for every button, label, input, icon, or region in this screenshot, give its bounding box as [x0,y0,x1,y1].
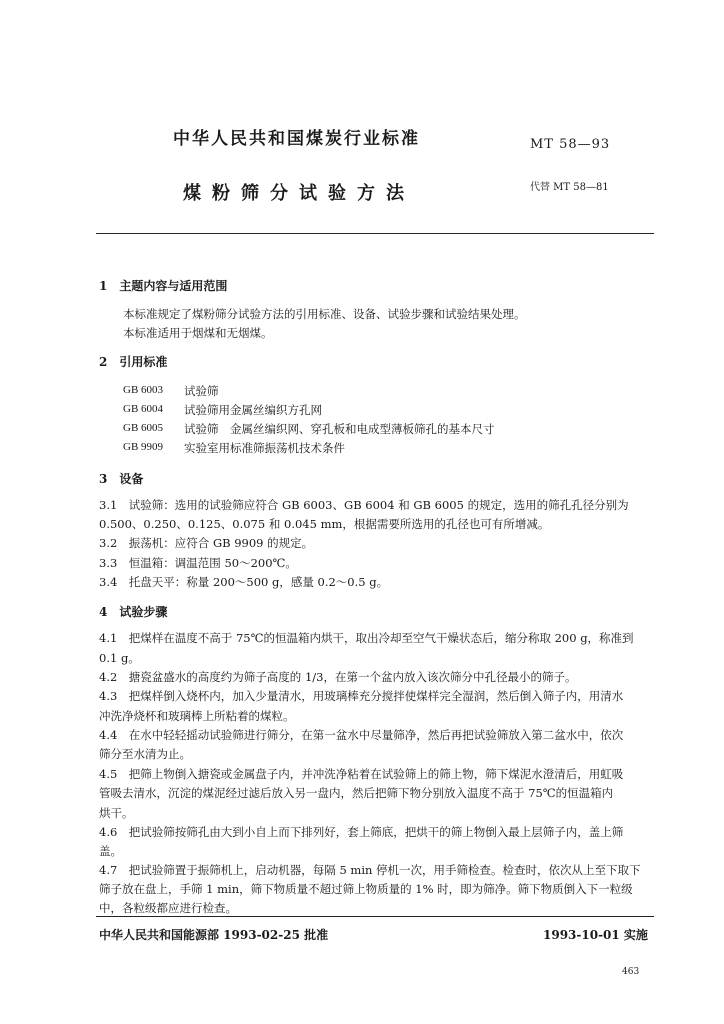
clause-3-1: 3.1 试验筛：选用的试验筛应符合 GB 6003、GB 6004 和 GB 6005 的规定，选用的筛孔孔径分别为 [99,498,629,512]
section-4-heading: 4 试验步骤 [99,605,168,619]
header-divider [96,233,654,234]
section-1-paragraph-2: 本标准适用于烟煤和无烟煤。 [123,326,273,340]
reference-title: 试验筛 金属丝编织网、穿孔板和电成型薄板筛孔的基本尺寸 [184,422,495,436]
clause-4-3: 4.3 把煤样倒入烧杯内，加入少量清水，用玻璃棒充分搅拌使煤样完全湿润，然后倒入筛子内，用清水 [99,689,624,703]
reference-title: 试验筛用金属丝编织方孔网 [184,403,322,417]
clause-3-2: 3.2 振荡机：应符合 GB 9909 的规定。 [99,536,314,550]
clause-3-1-continued: 0.500、0.250、0.125、0.075 和 0.045 mm，根据需要所选用的孔径也可有所增减。 [99,517,550,531]
clause-4-5-end: 烘干。 [99,806,134,820]
clause-4-7-end: 中，各粒级都应进行检查。 [99,901,237,915]
section-2-heading: 2 引用标准 [99,355,168,369]
replaces-note: 代替 MT 58—81 [530,182,609,193]
clause-3-4: 3.4 托盘天平：称量 200～500 g，感量 0.2～0.5 g。 [99,575,389,589]
approval-line: 中华人民共和国能源部 1993-02-25 批准 [99,928,329,942]
clause-4-2: 4.2 搪瓷盆盛水的高度约为筛子高度的 1/3，在第一个盆内放入该次筛分中孔径最小的筛子。 [99,670,577,684]
reference-code: GB 6004 [123,403,164,415]
effective-date: 1993-10-01 实施 [543,928,648,942]
clause-4-1: 4.1 把煤样在温度不高于 75℃的恒温箱内烘干，取出冷却至空气干燥状态后，缩分称取 200 g，称准到 [99,631,634,645]
clause-3-3: 3.3 恒温箱：调温范围 50～200℃。 [99,556,297,570]
document-title: 煤粉筛分试验方法 [183,183,415,204]
clause-4-4: 4.4 在水中轻轻摇动试验筛进行筛分，在第一盆水中尽量筛净，然后再把试验筛放入第二盆水中，依次 [99,728,624,742]
reference-title: 试验筛 [184,384,219,398]
section-3-heading: 3 设备 [99,472,144,486]
standard-code: MT 58—93 [530,137,611,152]
clause-4-5-continued: 管吸去清水，沉淀的煤泥经过滤后放入另一盘内，然后把筛下物分别放入温度不高于 75℃的恒温箱内 [99,786,614,800]
clause-4-6-continued: 盖。 [99,844,122,858]
clause-4-4-continued: 筛分至水清为止。 [99,747,191,761]
section-1-heading: 1 主题内容与适用范围 [99,279,228,293]
clause-4-6: 4.6 把试验筛按筛孔由大到小自上而下排列好，套上筛底，把烘干的筛上物倒入最上层筛子内，盖上筛 [99,825,624,839]
section-1-paragraph-1: 本标准规定了煤粉筛分试验方法的引用标准、设备、试验步骤和试验结果处理。 [123,307,526,321]
clause-4-3-continued: 冲洗净烧杯和玻璃棒上所粘着的煤粒。 [99,709,295,723]
clause-4-5: 4.5 把筛上物倒入搪瓷或金属盘子内，并冲洗净粘着在试验筛上的筛上物，筛下煤泥水澄清后，用虹吸 [99,767,624,781]
reference-code: GB 6005 [123,422,164,434]
reference-code: GB 6003 [123,384,164,396]
clause-4-7: 4.7 把试验筛置于振筛机上，启动机器，每隔 5 min 停机一次，用手筛检查。检查时，依次从上至下取下 [99,863,641,877]
reference-code: GB 9909 [123,441,164,453]
reference-title: 实验室用标准筛振荡机技术条件 [184,441,345,455]
clause-4-1-continued: 0.1 g。 [99,651,140,665]
issuer-header: 中华人民共和国煤炭行业标准 [173,129,420,149]
clause-4-7-continued: 筛子放在盘上，手筛 1 min，筛下物质量不超过筛上物质量的 1% 时，即为筛净。筛下物质倒入下一粒级 [99,882,633,896]
footer-divider [96,916,654,917]
page-number: 463 [622,967,640,977]
